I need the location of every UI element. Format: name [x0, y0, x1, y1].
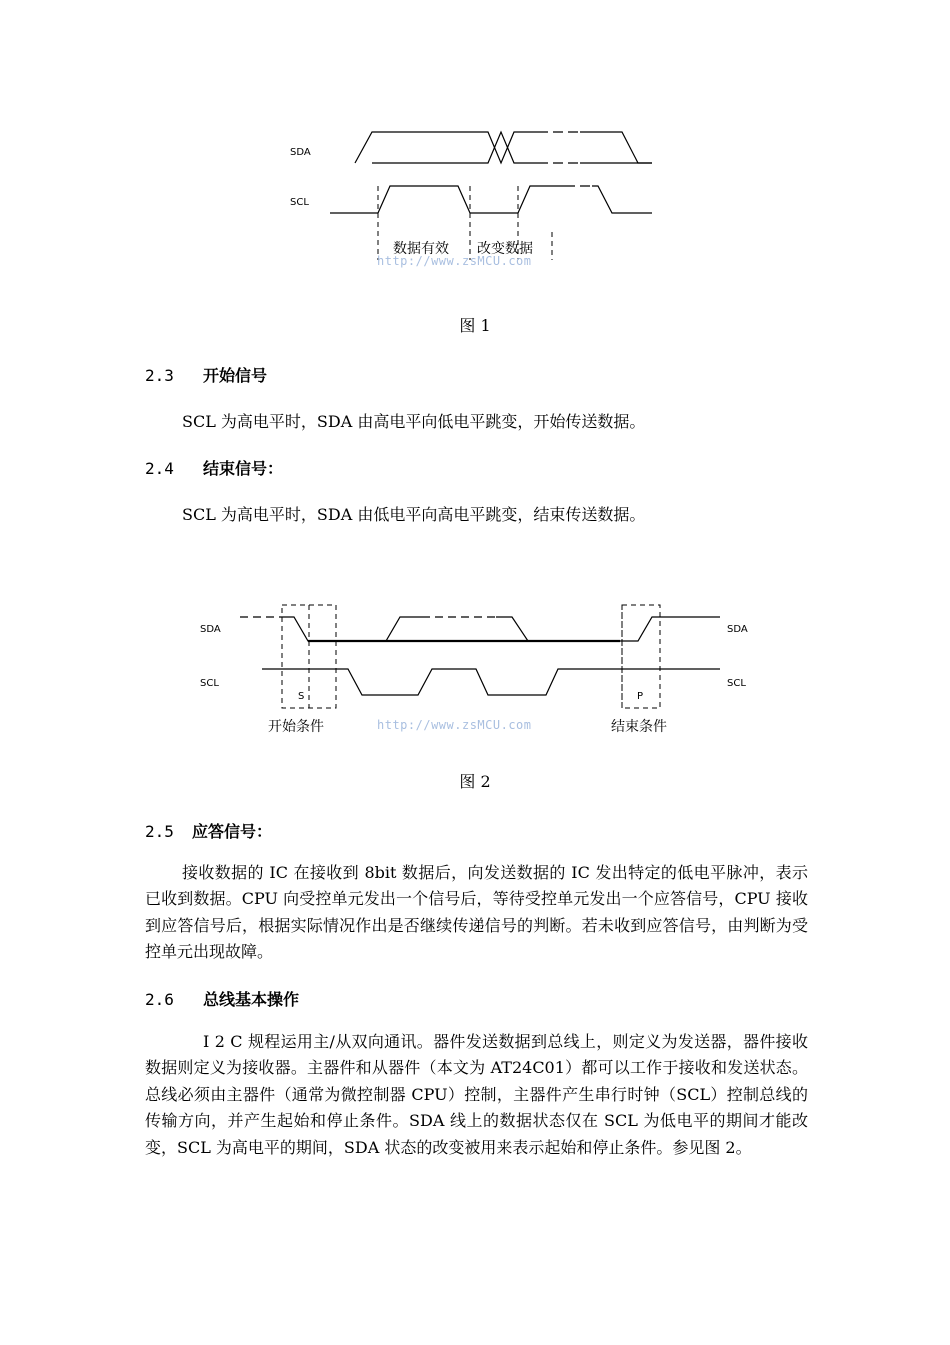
section-2-3-text: SCL 为高电平时，SDA 由高电平向低电平跳变，开始传送数据。: [182, 412, 646, 431]
figure-2-caption: 图 2: [459, 772, 491, 791]
section-title: 开始信号: [203, 366, 268, 385]
fig2-sda-label-right: SDA: [727, 624, 748, 635]
section-number: 2.6: [145, 990, 174, 1009]
fig2-sda-data-end: [496, 617, 528, 641]
fig1-watermark: http://www.zsMCU.com: [377, 254, 532, 268]
fig2-start-box-label: S: [298, 691, 305, 702]
section-number: 2.3: [145, 366, 174, 385]
fig2-stop-box-label: P: [637, 691, 644, 702]
figure-2-timing-diagram: [190, 595, 770, 745]
section-2-5-paragraph: 接收数据的 IC 在接收到 8bit 数据后，向发送数据的 IC 发出特定的低电平脉冲，表示已收到数据。CPU 向受控单元发出一个信号后，等待受控单元发出一个应答信号，CPU 接收到应答信号后，根据实际情况作出是否继续传递信号的判断。若未收到应答信号，由判断为受控单元出现故障。: [145, 863, 808, 962]
fig2-scl-label-left: SCL: [200, 678, 219, 689]
fig1-sda-low-line: [372, 132, 538, 163]
figure-2-svg: [190, 595, 770, 745]
figure-1-svg: [280, 120, 660, 280]
figure-1-caption: 图 1: [459, 316, 491, 335]
fig2-sda-label-left: SDA: [200, 624, 221, 635]
section-2-6-paragraph: I 2 C 规程运用主/从双向通讯。器件发送数据到总线上，则定义为发送器，器件接收数据则定义为接收器。主器件和从器件（本文为 AT24C01）都可以工作于接收和发送状态。 总线必须由主器件（通常为微控制器 CPU）控制，主器件产生串行时钟（SCL）控制总线的传输方向，并产生起始和停止条件。SDA 线上的数据状态仅在 SCL 为低电平的期间才能改变，SCL 为高电平的期间，SDA 状态的改变被用来表示起始和停止条件。参见图 2。: [145, 1032, 808, 1157]
fig2-scl-line: [262, 669, 720, 695]
fig2-start-box: [282, 605, 336, 708]
section-title: 结束信号：: [203, 459, 284, 478]
fig2-start-label: 开始条件: [268, 719, 324, 735]
section-number: 2.4: [145, 459, 174, 478]
section-2-6-heading: [145, 987, 299, 1010]
fig2-stop-label: 结束条件: [611, 719, 667, 735]
fig1-label-change: 改变数据: [477, 241, 533, 257]
section-2-4-heading: [145, 456, 283, 479]
fig2-watermark: http://www.zsMCU.com: [377, 718, 532, 732]
figure-1-timing-diagram: [280, 120, 660, 280]
section-number: 2.5: [145, 822, 174, 841]
fig1-sda-high-line: [355, 132, 538, 163]
section-title: 应答信号：: [192, 822, 273, 841]
fig1-sda-label: SDA: [290, 147, 311, 158]
fig1-scl-label: SCL: [290, 197, 309, 208]
fig1-scl-line: [330, 186, 565, 213]
section-title: 总线基本操作: [203, 990, 300, 1009]
fig2-sda-start: [282, 617, 620, 641]
section-2-5-heading: [145, 819, 272, 842]
fig1-sda-high-tail: [580, 132, 652, 163]
section-2-3-heading: [145, 363, 267, 386]
fig1-scl-tail: [592, 186, 652, 213]
fig2-sda-data: [386, 617, 422, 641]
section-2-4-text: SCL 为高电平时，SDA 由低电平向高电平跳变，结束传送数据。: [182, 505, 646, 524]
fig2-scl-label-right: SCL: [727, 678, 746, 689]
fig1-label-valid: 数据有效: [393, 241, 449, 257]
fig2-sda-stop: [620, 617, 720, 641]
